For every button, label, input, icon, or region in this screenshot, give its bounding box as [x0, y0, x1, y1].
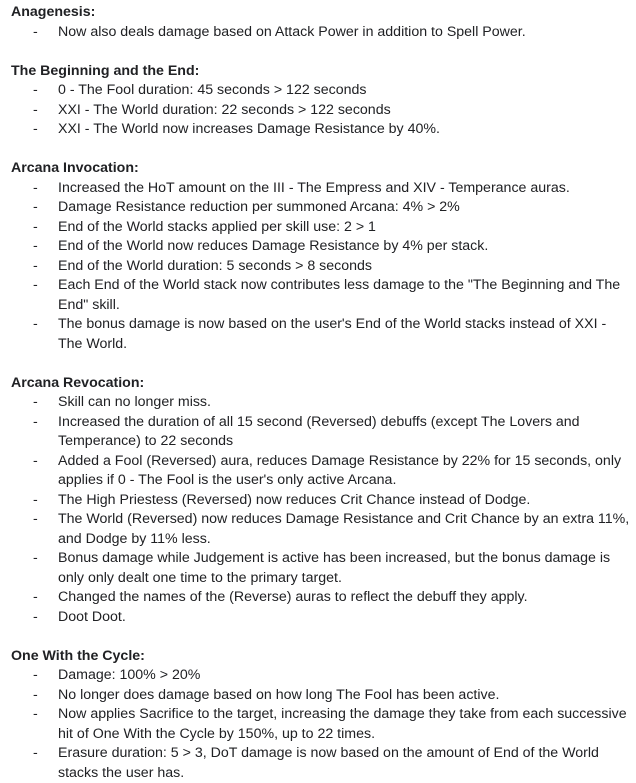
- item-text: Increased the HoT amount on the III - The Empress and XIV - Temperance auras.: [58, 180, 570, 196]
- item-text: Damage: 100% > 20%: [58, 667, 200, 683]
- list-item: [11, 101, 636, 121]
- section-arcana-invocation: [11, 159, 636, 354]
- list-item: [11, 315, 636, 354]
- bullet-dash: -: [33, 81, 43, 101]
- bullet-dash: -: [33, 744, 43, 764]
- bullet-dash: -: [33, 237, 43, 257]
- bullet-dash: -: [33, 510, 43, 530]
- list-item: [11, 198, 636, 218]
- list-item: [11, 179, 636, 199]
- list-item: [11, 218, 636, 238]
- item-text: End of the World duration: 5 seconds > 8 seconds: [58, 258, 372, 274]
- section-heading: Arcana Revocation:: [11, 374, 636, 394]
- list-item: [11, 686, 636, 706]
- item-text: XXI - The World duration: 22 seconds > 122 seconds: [58, 102, 391, 118]
- list-item: [11, 744, 636, 783]
- bullet-dash: -: [33, 452, 43, 472]
- item-text: End of the World now reduces Damage Resistance by 4% per stack.: [58, 238, 488, 254]
- list-item: [11, 393, 636, 413]
- bullet-dash: -: [33, 705, 43, 725]
- section-one-with-the-cycle: [11, 647, 636, 783]
- section-arcana-revocation: [11, 374, 636, 628]
- bullet-dash: -: [33, 179, 43, 199]
- item-text: Now applies Sacrifice to the target, increasing the damage they take from each successive hit of One With the Cycle by 150%, up to 22 times.: [58, 706, 627, 742]
- item-text: Damage Resistance reduction per summoned Arcana: 4% > 2%: [58, 199, 460, 215]
- list-item: [11, 588, 636, 608]
- item-text: The High Priestess (Reversed) now reduces Crit Chance instead of Dodge.: [58, 492, 530, 508]
- bullet-dash: -: [33, 413, 43, 433]
- item-text: No longer does damage based on how long The Fool has been active.: [58, 687, 499, 703]
- list-item: [11, 120, 636, 140]
- bullet-dash: -: [33, 101, 43, 121]
- section-anagenesis: [11, 3, 636, 42]
- list-item: [11, 276, 636, 315]
- item-text: End of the World stacks applied per skill use: 2 > 1: [58, 219, 376, 235]
- list-item: [11, 549, 636, 588]
- item-text: Added a Fool (Reversed) aura, reduces Damage Resistance by 22% for 15 seconds, only applies if 0 - The Fool is the user's only active Arcana.: [58, 453, 621, 489]
- bullet-list: [11, 666, 636, 783]
- section-beginning-and-end: [11, 62, 636, 140]
- list-item: [11, 666, 636, 686]
- bullet-list: [11, 23, 636, 43]
- section-heading: Arcana Invocation:: [11, 159, 636, 179]
- list-item: [11, 23, 636, 43]
- list-item: [11, 413, 636, 452]
- item-text: Increased the duration of all 15 second (Reversed) debuffs (except The Lovers and Temperance) to 22 seconds: [58, 414, 580, 450]
- list-item: [11, 491, 636, 511]
- bullet-dash: -: [33, 588, 43, 608]
- item-text: The bonus damage is now based on the user's End of the World stacks instead of XXI - The World.: [58, 316, 606, 352]
- list-item: [11, 257, 636, 277]
- bullet-dash: -: [33, 491, 43, 511]
- list-item: [11, 81, 636, 101]
- section-heading: One With the Cycle:: [11, 647, 636, 667]
- bullet-dash: -: [33, 276, 43, 296]
- item-text: Skill can no longer miss.: [58, 394, 211, 410]
- item-text: 0 - The Fool duration: 45 seconds > 122 seconds: [58, 82, 367, 98]
- bullet-dash: -: [33, 120, 43, 140]
- list-item: [11, 237, 636, 257]
- list-item: [11, 452, 636, 491]
- bullet-dash: -: [33, 23, 43, 43]
- bullet-list: [11, 179, 636, 355]
- bullet-list: [11, 81, 636, 140]
- item-text: Changed the names of the (Reverse) auras to reflect the debuff they apply.: [58, 589, 528, 605]
- item-text: Doot Doot.: [58, 609, 126, 625]
- list-item: [11, 608, 636, 628]
- item-text: Erasure duration: 5 > 3, DoT damage is now based on the amount of End of the World stacks the user has.: [58, 745, 599, 781]
- bullet-list: [11, 393, 636, 627]
- bullet-dash: -: [33, 666, 43, 686]
- item-text: The World (Reversed) now reduces Damage Resistance and Crit Chance by an extra 11%, and Dodge by 11% less.: [58, 511, 629, 547]
- bullet-dash: -: [33, 393, 43, 413]
- bullet-dash: -: [33, 198, 43, 218]
- bullet-dash: -: [33, 257, 43, 277]
- bullet-dash: -: [33, 686, 43, 706]
- section-heading: The Beginning and the End:: [11, 62, 636, 82]
- bullet-dash: -: [33, 608, 43, 628]
- bullet-dash: -: [33, 315, 43, 335]
- list-item: [11, 510, 636, 549]
- item-text: Bonus damage while Judgement is active has been increased, but the bonus damage is only only dealt one time to the primary target.: [58, 550, 610, 586]
- item-text: XXI - The World now increases Damage Resistance by 40%.: [58, 121, 440, 137]
- bullet-dash: -: [33, 549, 43, 569]
- bullet-dash: -: [33, 218, 43, 238]
- item-text: Now also deals damage based on Attack Power in addition to Spell Power.: [58, 24, 526, 40]
- list-item: [11, 705, 636, 744]
- item-text: Each End of the World stack now contributes less damage to the "The Beginning and The End" skill.: [58, 277, 620, 313]
- section-heading: Anagenesis:: [11, 3, 636, 23]
